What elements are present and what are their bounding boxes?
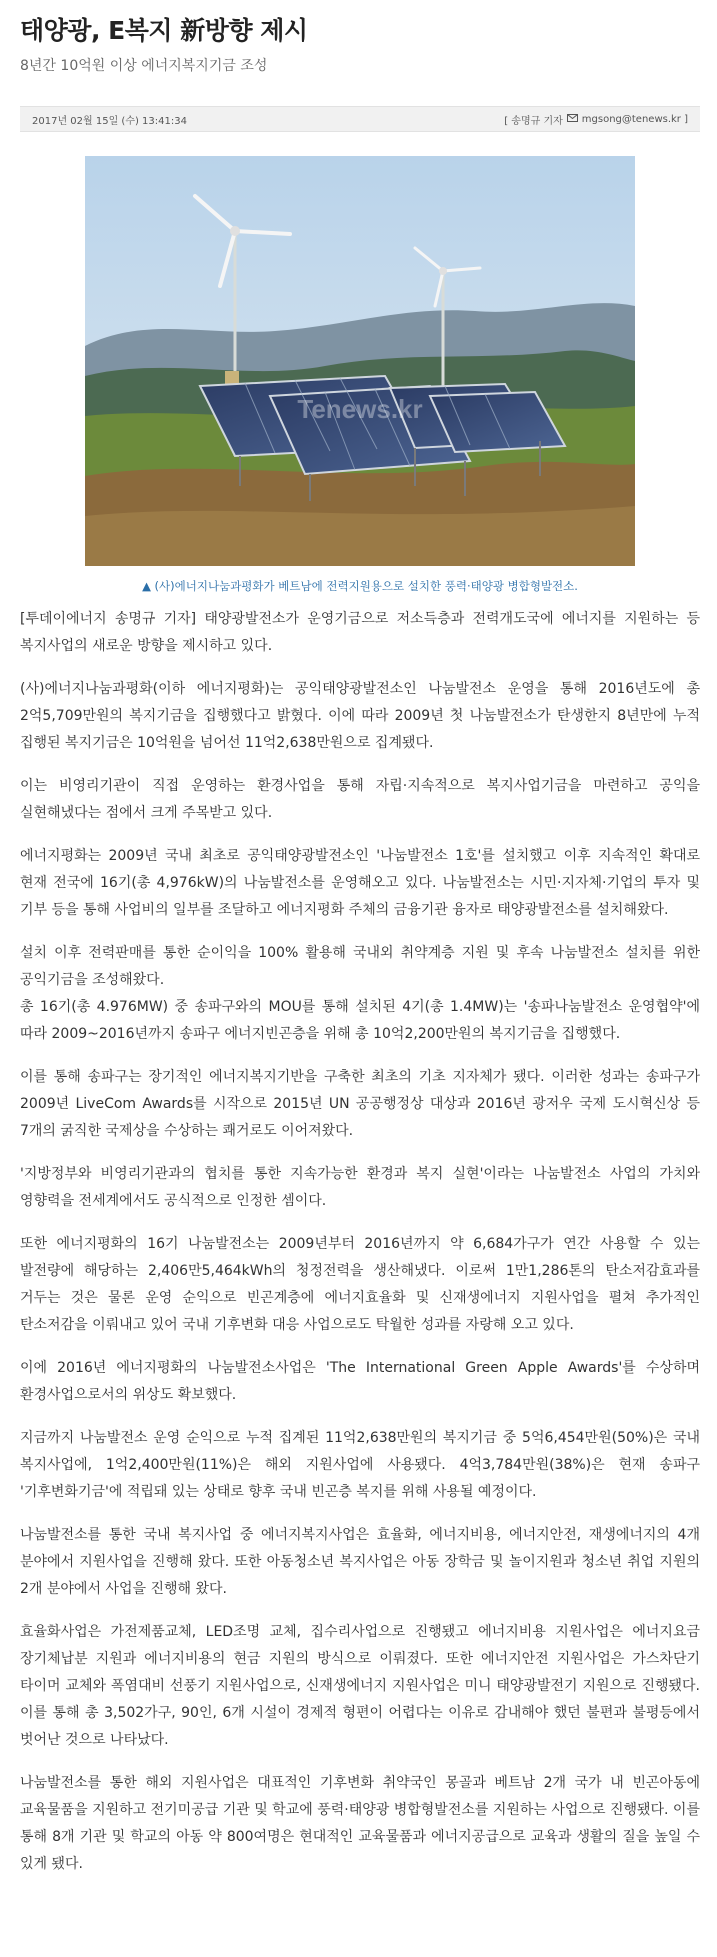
paragraph-7: 이를 통해 송파구는 장기적인 에너지복지기반을 구축한 최초의 기초 지자체가 됐다. 이러한 성과는 송파구가 2009년 LiveCom Awards를 시작으로 2015년 UN 공공행정상 대상과 2016년 광저우 국제 도시혁신상 등 7개의 굵직한 국제상을 수상하는 쾌거로도 이어져왔다. <box>20 1069 700 1139</box>
author-name: [ 송명규 기자 <box>504 115 563 127</box>
paragraph-9: 또한 에너지평화의 16기 나눔발전소는 2009년부터 2016년까지 약 6,684가구가 연간 사용할 수 있는 발전량에 해당하는 2,406만5,464kWh의 청정전력을 생산해냈다. 이로써 1만1,286톤의 탄소저감효과를 거두는 것은 물론 운영 순익으로 빈곤계층에 에너지효율화 및 신재생에너지 지원사업을 펼쳐 추가적인 탄소저감을 이뤄내고 있어 국내 기후변화 대응 사업으로도 탁월한 성과를 자랑해 오고 있다. <box>20 1236 701 1333</box>
article-meta-bar <box>20 106 700 132</box>
paragraph-5: 설치 이후 전력판매를 통한 순이익을 100% 활용해 국내외 취약계층 지원 및 후속 나눔발전소 설치를 위한 공익기금을 조성해왔다. <box>20 945 700 988</box>
paragraph-1: [투데이에너지 송명규 기자] 태양광발전소가 운영기금으로 저소득층과 전력개도국에 에너지를 지원하는 등 복지사업의 새로운 방향을 제시하고 있다. <box>20 611 700 654</box>
byline <box>504 112 688 127</box>
paragraph-3: 이는 비영리기관이 직접 운영하는 환경사업을 통해 자립·지속적으로 복지사업기금을 마련하고 공익을 실현해냈다는 점에서 크게 주목받고 있다. <box>20 778 700 821</box>
article-subtitle: 8년간 10억원 이상 에너지복지기금 조성 <box>20 58 268 74</box>
solar-wind-plant-illustration <box>85 156 635 566</box>
author-email[interactable]: mgsong@tenews.kr ] <box>581 113 688 125</box>
paragraph-14: 나눔발전소를 통한 해외 지원사업은 대표적인 기후변화 취약국인 몽골과 베트남 2개 국가 내 빈곤아동에 교육물품을 지원하고 전기미공급 기관 및 학교에 풍력·태양광 병합형발전소를 지원하는 사업으로 진행됐다. 이를 통해 8개 기관 및 학교의 아동 약 800여명은 현대적인 교육물품과 에너지공급으로 교육과 생활의 질을 높일 수 있게 됐다. <box>20 1775 700 1872</box>
paragraph-4: 에너지평화는 2009년 국내 최초로 공익태양광발전소인 '나눔발전소 1호'를 설치했고 이후 지속적인 확대로 현재 전국에 16기(총 4,976kW)의 나눔발전소를 운영해오고 있다. 나눔발전소는 시민·지자체·기업의 투자 및 기부 등을 통해 사업비의 일부를 조달하고 에너지평화 주체의 금융기관 융자로 태양광발전소를 설치해왔다. <box>20 848 700 918</box>
paragraph-2: (사)에너지나눔과평화(이하 에너지평화)는 공익태양광발전소인 나눔발전소 운영을 통해 2016년도에 총 2억5,709만원의 복지기금을 집행했다고 밝혔다. 이에 따라 2009년 첫 나눔발전소가 탄생한지 8년만에 누적 집행된 복지기금은 10억원을 넘어선 11억2,638만원으로 집계됐다. <box>20 681 700 751</box>
paragraph-11: 지금까지 나눔발전소 운영 순익으로 누적 집계된 11억2,638만원의 복지기금 중 5억6,454만원(50%)은 국내 복지사업에, 1억2,400만원(11%)은 해외 지원사업에 사용됐다. 4억3,784만원(38%)은 현재 송파구 '기후변화기금'에 적립돼 있는 상태로 향후 국내 빈곤층 복지를 위해 사용될 예정이다. <box>20 1430 700 1500</box>
photo-watermark: Tenews.kr <box>297 394 423 424</box>
article-date: 2017년 02월 15일 (수) 13:41:34 <box>32 115 187 127</box>
article <box>20 0 700 1894</box>
article-body <box>20 606 700 1878</box>
article-photo <box>85 156 635 566</box>
article-title: 태양광, E복지 新방향 제시 <box>20 16 308 45</box>
photo-caption: ▲ (사)에너지나눔과평화가 베트남에 전력지원용으로 설치한 풍력·태양광 병합형발전소. <box>142 579 578 593</box>
paragraph-12: 나눔발전소를 통한 국내 복지사업 중 에너지복지사업은 효율화, 에너지비용, 에너지안전, 재생에너지의 4개 분야에서 지원사업을 진행해 왔다. 또한 아동청소년 복지사업은 아동 장학금 및 놀이지원과 청소년 취업 지원의 2개 분야에서 사업을 진행해 왔다. <box>20 1527 700 1597</box>
paragraph-13: 효율화사업은 가전제품교체, LED조명 교체, 집수리사업으로 진행됐고 에너지비용 지원사업은 에너지요금 장기체납분 지원과 에너지비용의 현금 지원의 방식으로 이뤄졌다. 또한 에너지안전 지원사업은 가스차단기 타이머 교체와 폭염대비 선풍기 지원사업으로, 신재생에너지 지원사업은 미니 태양광발전기 지원으로 진행됐다. 이를 통해 총 3,502가구, 90인, 6개 시설이 경제적 형편이 어렵다는 이유로 감내해야 했던 불편과 불평등에서 벗어난 것으로 나타났다. <box>20 1624 700 1748</box>
paragraph-8: '지방정부와 비영리기관과의 협치를 통한 지속가능한 환경과 복지 실현'이라는 나눔발전소 사업의 가치와 영향력을 전세계에서도 공식적으로 인정한 셈이다. <box>20 1166 700 1209</box>
paragraph-10: 이에 2016년 에너지평화의 나눔발전소사업은 'The International Green Apple Awards'를 수상하며 환경사업으로서의 위상도 확보했다. <box>20 1360 700 1403</box>
paragraph-6: 총 16기(총 4.976MW) 중 송파구와의 MOU를 통해 설치된 4기(총 1.4MW)는 '송파나눔발전소 운영협약'에 따라 2009~2016년까지 송파구 에너지빈곤층을 위해 총 10억2,200만원의 복지기금을 집행했다. <box>20 999 700 1042</box>
mail-icon[interactable] <box>567 114 578 125</box>
